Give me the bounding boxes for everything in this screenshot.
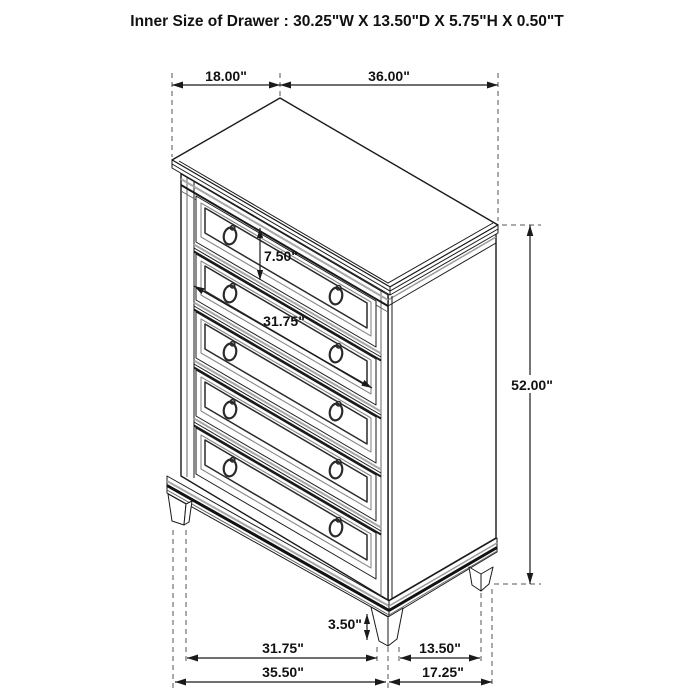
dim-base-inner-depth-label: 13.50" <box>419 640 461 656</box>
dim-overall-height-label: 52.00" <box>511 377 553 393</box>
dim-leg-height <box>328 614 370 640</box>
dim-base-inner-depth <box>400 640 480 662</box>
dim-drawer-spacing-label: 7.50" <box>264 248 298 264</box>
dim-base-outer-width-label: 35.50" <box>262 664 304 680</box>
dim-base-outer-width <box>175 664 386 686</box>
dim-drawer-front-width-label: 31.75" <box>263 313 305 329</box>
dim-leg-height-label: 3.50" <box>328 616 362 632</box>
dim-top-width-label: 36.00" <box>368 68 410 84</box>
dim-top-depth-label: 18.00" <box>205 68 247 84</box>
chest-right-leg <box>469 567 493 591</box>
dim-top-width <box>280 68 498 89</box>
dim-base-inner-width-label: 31.75" <box>262 640 304 656</box>
dim-base-outer-depth-label: 17.25" <box>422 664 464 680</box>
dim-base-inner-width <box>187 640 377 662</box>
dim-base-outer-depth <box>389 664 492 686</box>
chest-illustration <box>167 98 498 646</box>
dim-overall-height <box>506 225 558 584</box>
dim-top-depth <box>172 68 280 89</box>
page-title: Inner Size of Drawer : 30.25"W X 13.50"D X 5.75"H X 0.50"T <box>130 13 564 30</box>
